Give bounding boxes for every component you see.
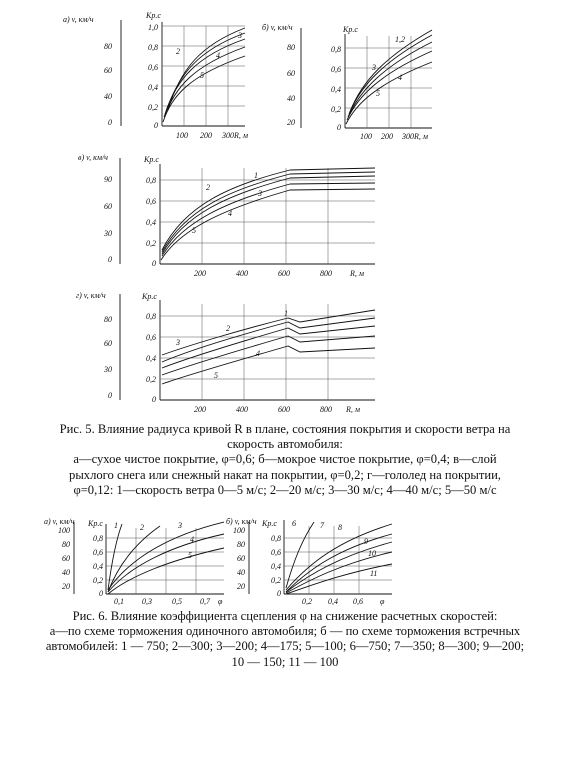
panel-6b-label: б) v, км/ч (226, 517, 257, 526)
tick-label: 0,8 (146, 176, 156, 185)
tick-label: 100 (360, 132, 372, 141)
panel-5b-grid (345, 36, 432, 128)
curve-label: 3 (178, 521, 182, 530)
tick-label: 800 (320, 269, 332, 278)
curve-label: 5 (214, 371, 218, 380)
figure-5-caption-body: а—сухое чистое покрытие, φ=0,6; б—мокрое чистое покрытие, φ=0,4; в—слой рыхлого снега или снежный накат на покрытии, φ=0,2; г—гололед на покрытии, φ=0,12: 1—скорость ветра 0—5 м/с; 2—20 м/с; 3—30 м/с; 4—40 м/с; 5—50 м/с (69, 452, 501, 497)
tick-label: 0,5 (172, 597, 182, 606)
figure-5-caption (50, 422, 520, 498)
curve-label: 4 (228, 209, 232, 218)
tick-label: 0 (337, 123, 341, 132)
curve-3 (348, 42, 432, 117)
panel-5b-rc: Кр.с (343, 25, 358, 34)
curve-5 (164, 47, 245, 117)
tick-label: 400 (236, 405, 248, 414)
curve-label: 3 (238, 31, 242, 40)
tick-label: 80 (104, 315, 112, 324)
figure-6-caption (40, 609, 530, 670)
curve-label: 3 (258, 189, 262, 198)
panel-6b-grid (284, 526, 392, 594)
curve-label: 11 (370, 569, 378, 578)
tick-label: 0,4 (331, 85, 341, 94)
panel-5a-curves (163, 28, 245, 122)
tick-label: 0,8 (93, 534, 103, 543)
tick-label: 0 (152, 259, 156, 268)
tick-label: 0,6 (146, 197, 156, 206)
tick-label: 80 (287, 43, 295, 52)
curve-label: 9 (364, 537, 368, 546)
curve-4 (162, 336, 375, 375)
curve-4 (162, 183, 375, 256)
curve-5 (161, 189, 375, 260)
curve-label: 2 (226, 324, 230, 333)
tick-label: 0,7 (200, 597, 210, 606)
tick-label: 600 (278, 269, 290, 278)
curve-label: 4 (398, 73, 402, 82)
tick-label: 40 (62, 568, 70, 577)
tick-label: 0,6 (148, 63, 158, 72)
curve-2 (108, 526, 160, 592)
tick-label: 1,0 (148, 23, 158, 32)
curve-label: 6 (292, 519, 296, 528)
curve-label: 2 (176, 47, 180, 56)
tick-label: 0 (108, 118, 112, 127)
panel-5g (76, 291, 375, 414)
curve-label: 3 (372, 63, 376, 72)
tick-label: 600 (278, 405, 290, 414)
curve-label: 10 (368, 549, 376, 558)
tick-label: 60 (287, 69, 295, 78)
tick-label: 200 (194, 269, 206, 278)
tick-label: 0,2 (146, 375, 156, 384)
tick-label: 30 (104, 365, 112, 374)
tick-label: φ (218, 597, 223, 606)
curve-2 (166, 33, 245, 112)
tick-label: 800 (320, 405, 332, 414)
panel-6b-rc: Кр.с (262, 519, 277, 528)
tick-label: 0,6 (331, 65, 341, 74)
panel-5a (63, 11, 248, 140)
tick-label: 0,8 (148, 43, 158, 52)
tick-label: 0,6 (271, 548, 281, 557)
figure-6-caption-body: а—по схеме торможения одиночного автомобиля; б — по схеме торможения встречных автомобилей: 1 — 750; 2—300; 3—200; 4—175; 5—100; 6—750; 7—350; 8—300; 9—200; 10 — 150; 11 — 100 (45, 624, 525, 669)
panel-5v-rc: Кр.с (144, 155, 159, 164)
tick-label: 0,2 (302, 597, 312, 606)
tick-label: 40 (237, 568, 245, 577)
tick-label: 20 (287, 118, 295, 127)
curve-label: 3 (176, 338, 180, 347)
tick-label: 30 (104, 229, 112, 238)
panel-5b (262, 23, 432, 141)
curve-label: 1 (254, 171, 258, 180)
figure-5-caption-title: Рис. 5. Влияние радиуса кривой R в плане, состояния покрытия и скорости ветра на скорость автомобиля: (59, 422, 511, 452)
tick-label: 0,8 (271, 534, 281, 543)
tick-label: 90 (104, 175, 112, 184)
curve-label: 4 (190, 535, 194, 544)
curve-label: 4 (256, 349, 260, 358)
curve-label: 5 (376, 89, 380, 98)
panel-6a-label: а) v, км/ч (44, 517, 75, 526)
tick-label: 200 (200, 131, 212, 140)
tick-label: 0 (108, 391, 112, 400)
tick-label: 0,3 (142, 597, 152, 606)
curve-4 (347, 51, 432, 120)
panel-5g-rc: Кр.с (142, 292, 157, 301)
tick-label: 60 (62, 554, 70, 563)
tick-label: 20 (237, 582, 245, 591)
tick-label: 0 (277, 589, 281, 598)
tick-label: 0,4 (146, 354, 156, 363)
tick-label: R, м (350, 269, 364, 278)
panel-5b-label: б) v, км/ч (262, 23, 293, 32)
panel-6b-curves (286, 522, 392, 594)
tick-label: 0,4 (271, 562, 281, 571)
tick-label: 40 (104, 92, 112, 101)
curve-label: 1 (284, 309, 288, 318)
tick-label: 0,4 (146, 218, 156, 227)
curve-label: 5 (192, 226, 196, 235)
tick-label: 0,4 (93, 562, 103, 571)
tick-label: 100 (176, 131, 188, 140)
panel-5v-label: в) v, км/ч (78, 153, 108, 162)
tick-label: 0,4 (148, 83, 158, 92)
tick-label: 300R, м (402, 132, 428, 141)
panel-6b (226, 517, 392, 606)
tick-label: 60 (237, 554, 245, 563)
tick-label: 400 (236, 269, 248, 278)
tick-label: 0,2 (148, 103, 158, 112)
curve-label: 8 (338, 523, 342, 532)
tick-label: 20 (62, 582, 70, 591)
tick-label: 0 (99, 589, 103, 598)
tick-label: 0,6 (353, 597, 363, 606)
tick-label: 0,1 (114, 597, 124, 606)
tick-label: 0,6 (93, 548, 103, 557)
tick-label: 0 (152, 395, 156, 404)
curve-label: 5 (188, 551, 192, 560)
curve-5 (162, 346, 375, 384)
tick-label: R, м (346, 405, 360, 414)
tick-label: 80 (104, 42, 112, 51)
curve-label: 7 (320, 521, 324, 530)
tick-label: 60 (104, 339, 112, 348)
curve-3 (168, 28, 245, 110)
tick-label: 60 (104, 202, 112, 211)
panel-5a-rc: Кр.с (146, 11, 161, 20)
tick-label: 0 (154, 121, 158, 130)
tick-label: 0,8 (146, 312, 156, 321)
figure-6-caption-title: Рис. 6. Влияние коэффициента сцепления φ на снижение расчетных скоростей: (72, 609, 498, 623)
curve-2 (349, 35, 432, 114)
panel-5a-label: а) v, км/ч (63, 15, 94, 24)
tick-label: 0,6 (146, 333, 156, 342)
tick-label: 0,2 (93, 576, 103, 585)
tick-label: 0,4 (328, 597, 338, 606)
curve-label: 4 (216, 51, 220, 60)
tick-label: 80 (237, 540, 245, 549)
curve-label: 2 (206, 183, 210, 192)
panel-5g-curves (162, 310, 375, 384)
tick-label: 80 (62, 540, 70, 549)
panel-5g-label: г) v, км/ч (76, 291, 106, 300)
tick-label: φ (380, 597, 385, 606)
tick-label: 100 (58, 526, 70, 535)
tick-label: 60 (104, 66, 112, 75)
tick-label: 0 (108, 255, 112, 264)
panel-6a (44, 517, 224, 606)
curve-1 (162, 310, 375, 355)
tick-label: 200 (194, 405, 206, 414)
tick-label: 0,2 (271, 576, 281, 585)
curve-label: 1 (114, 521, 118, 530)
tick-label: 0,2 (146, 239, 156, 248)
curve-2 (162, 318, 375, 362)
tick-label: 0,8 (331, 45, 341, 54)
curve-label: 1,2 (395, 35, 405, 44)
tick-label: 200 (381, 132, 393, 141)
tick-label: 40 (287, 94, 295, 103)
curve-label: 5 (200, 71, 204, 80)
tick-label: 100 (233, 526, 245, 535)
tick-label: 300R, м (222, 131, 248, 140)
panel-6a-rc: Кр.с (88, 519, 103, 528)
curve-6 (286, 522, 314, 588)
curve-8 (286, 534, 392, 592)
panel-5v (78, 153, 375, 278)
curve-label: 2 (140, 523, 144, 532)
curve-3 (162, 326, 375, 368)
tick-label: 0,2 (331, 105, 341, 114)
panel-5v-curves (161, 168, 375, 260)
